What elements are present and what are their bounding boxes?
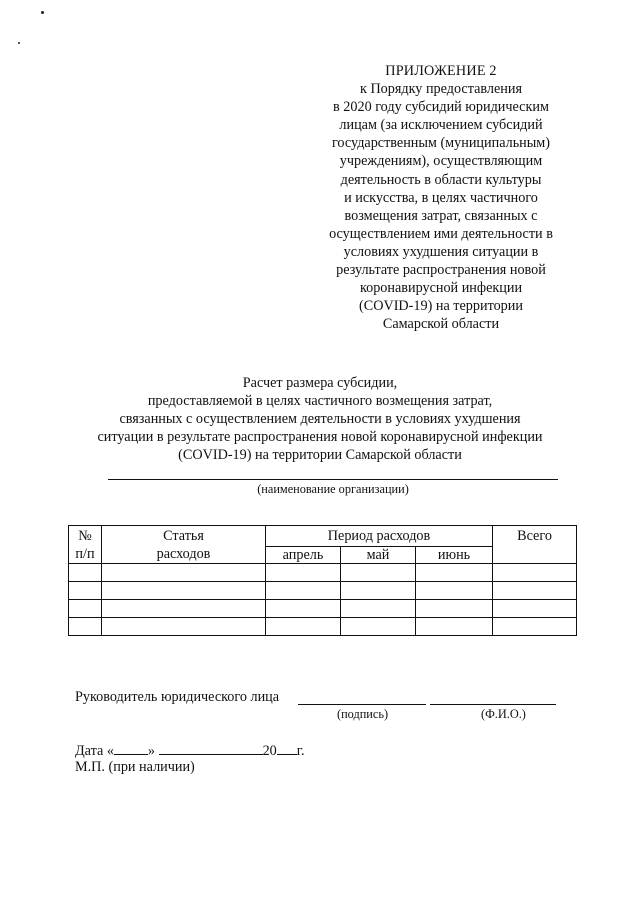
appendix-line: коронавирусной инфекции — [359, 280, 523, 297]
organization-name-line — [108, 479, 558, 480]
expenses-table — [68, 525, 577, 636]
appendix-line: возмещения затрат, связанных с — [344, 207, 538, 224]
appendix-line: Самарской области — [382, 316, 500, 333]
column-number-header: № п/п — [69, 526, 102, 564]
table-row — [69, 564, 577, 582]
month-field[interactable] — [159, 741, 263, 755]
appendix-line: деятельность в области культуры — [340, 171, 542, 188]
table-cell[interactable] — [416, 564, 493, 582]
appendix-line: условиях ухудшения ситуации в — [343, 243, 539, 260]
year-field[interactable] — [277, 741, 297, 755]
table-cell[interactable] — [102, 564, 266, 582]
date-prefix: Дата « — [75, 743, 114, 759]
signature-label: Руководитель юридического лица — [75, 689, 280, 705]
title-line: (COVID-19) на территории Самарской области — [178, 447, 462, 464]
year-prefix: 20 — [262, 743, 277, 759]
table-cell[interactable] — [341, 600, 416, 618]
table-cell[interactable] — [493, 618, 577, 636]
appendix-line: учреждениям), осуществляющим — [339, 153, 543, 170]
table-cell[interactable] — [266, 618, 341, 636]
table-cell[interactable] — [416, 618, 493, 636]
table-cell[interactable] — [493, 564, 577, 582]
column-period-header: Период расходов — [266, 526, 493, 547]
table-cell[interactable] — [266, 564, 341, 582]
appendix-title: ПРИЛОЖЕНИЕ 2 — [385, 63, 497, 79]
appendix-line: лицам (за исключением субсидий — [339, 117, 543, 134]
table-row — [69, 582, 577, 600]
table-cell[interactable] — [416, 582, 493, 600]
table-cell[interactable] — [69, 618, 102, 636]
column-june-header: июнь — [416, 546, 493, 563]
appendix-header — [318, 62, 564, 333]
day-field[interactable] — [114, 741, 148, 755]
appendix-line: результате распространения новой — [336, 262, 546, 279]
appendix-line: осуществлением ими деятельности в — [329, 225, 553, 242]
title-line: Расчет размера субсидии, — [242, 375, 398, 391]
document-title — [40, 374, 600, 464]
appendix-line: к Порядку предоставления — [360, 81, 522, 98]
table-cell[interactable] — [266, 600, 341, 618]
stamp-note: М.П. (при наличии) — [75, 759, 195, 775]
appendix-line: и искусства, в целях частичного — [344, 189, 538, 206]
year-suffix: г. — [296, 743, 305, 759]
full-name-caption: (Ф.И.О.) — [481, 707, 526, 721]
organization-caption: (наименование организации) — [257, 482, 409, 496]
table-cell[interactable] — [69, 600, 102, 618]
column-may-header: май — [341, 546, 416, 563]
column-april-header: апрель — [266, 546, 341, 563]
table-cell[interactable] — [102, 600, 266, 618]
table-cell[interactable] — [69, 564, 102, 582]
table-row — [69, 618, 577, 636]
scan-speck — [41, 11, 44, 14]
table-cell[interactable] — [416, 600, 493, 618]
appendix-line: (COVID-19) на территории — [359, 298, 523, 315]
table-cell[interactable] — [266, 582, 341, 600]
table-cell[interactable] — [341, 618, 416, 636]
table-cell[interactable] — [102, 618, 266, 636]
table-cell[interactable] — [102, 582, 266, 600]
appendix-line: государственным (муниципальным) — [331, 135, 551, 152]
title-line: предоставляемой в целях частичного возмещения затрат, — [147, 393, 493, 410]
title-line: ситуации в результате распространения новой коронавирусной инфекции — [97, 429, 543, 446]
table-cell[interactable] — [493, 600, 577, 618]
table-cell[interactable] — [69, 582, 102, 600]
column-total-header: Всего — [493, 526, 577, 564]
scan-speck — [18, 42, 20, 44]
title-line: связанных с осуществлением деятельности в условиях ухудшения — [119, 411, 521, 428]
table-cell[interactable] — [493, 582, 577, 600]
signature-line[interactable] — [298, 704, 426, 705]
table-cell[interactable] — [341, 564, 416, 582]
table-cell[interactable] — [341, 582, 416, 600]
date-mid: » — [147, 743, 156, 759]
table-header-row — [69, 526, 577, 547]
column-article-header: Статья расходов — [102, 526, 266, 564]
date-line — [75, 741, 305, 760]
appendix-line: в 2020 году субсидий юридическим — [333, 99, 549, 116]
table-row — [69, 600, 577, 618]
full-name-line[interactable] — [430, 704, 556, 705]
signature-caption: (подпись) — [337, 707, 389, 721]
